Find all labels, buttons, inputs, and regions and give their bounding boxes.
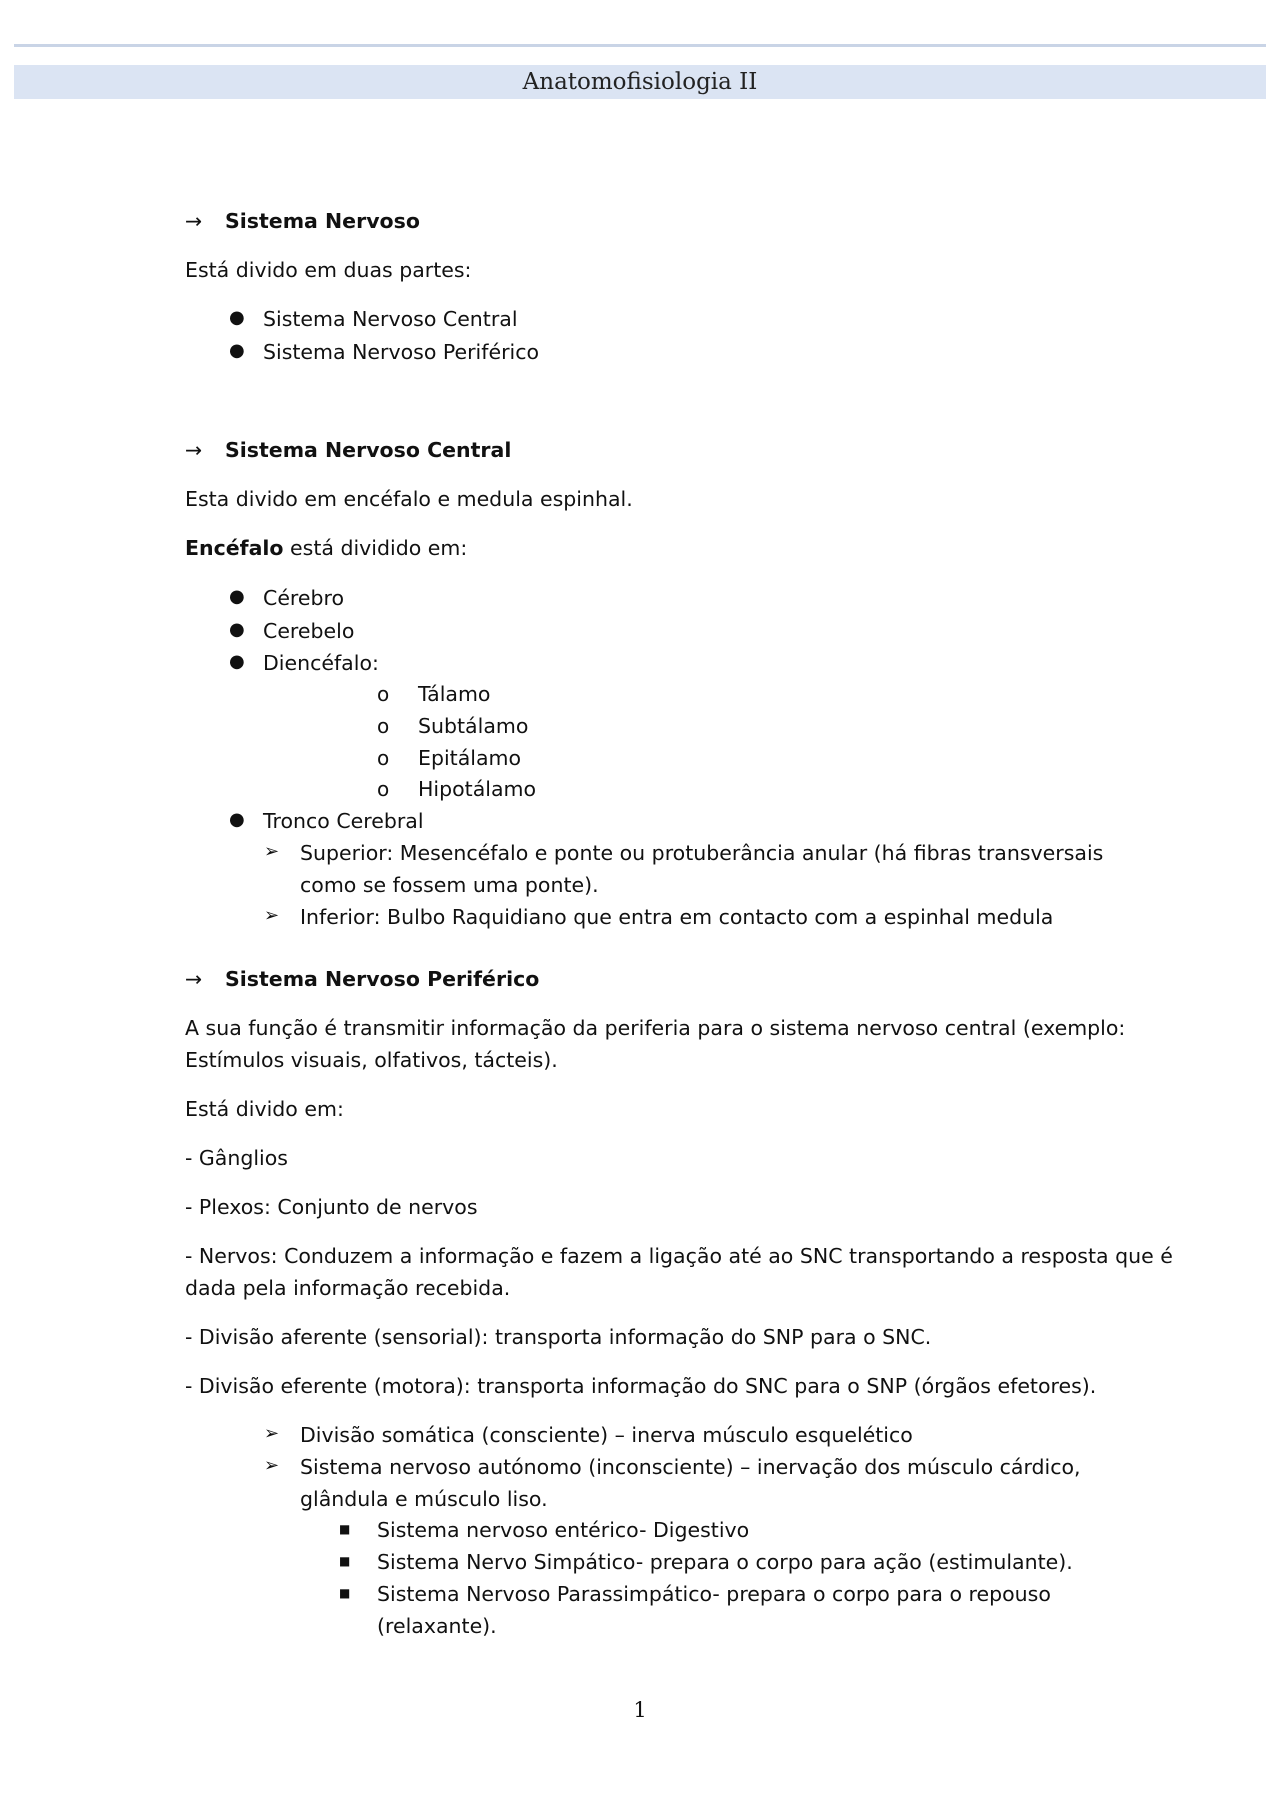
dash-item: - Nervos: Conduzem a informação e fazem a ligação até ao SNC transportando a resposta que é (185, 1244, 1173, 1268)
sub-list-item: Sistema nervoso autónomo (inconsciente) – inervação dos músculo cárdico, (300, 1455, 1081, 1479)
paragraph: Esta divido em encéfalo e medula espinhal. (185, 487, 633, 511)
section-heading-snc: → Sistema Nervoso Central (185, 438, 512, 462)
list-item: Cerebelo (263, 619, 355, 643)
paragraph: Está divido em duas partes: (185, 258, 472, 282)
square-bullet-icon: ■ (339, 1554, 351, 1568)
dash-item: - Divisão aferente (sensorial): transporta informação do SNP para o SNC. (185, 1325, 932, 1349)
arrow-icon: → (185, 438, 203, 462)
sub-list-item: Hipotálamo (418, 777, 537, 801)
bold-term: Encéfalo (185, 536, 284, 560)
square-bullet-icon: ■ (339, 1586, 351, 1600)
arrowhead-bullet-icon: ➢ (264, 1455, 280, 1476)
sub-sub-list-item-continuation: (relaxante). (377, 1614, 497, 1638)
bullet-icon: ● (229, 809, 245, 830)
arrow-icon: → (185, 967, 203, 991)
sub-list-item: Subtálamo (418, 714, 529, 738)
list-item: Cérebro (263, 586, 345, 610)
bullet-icon: ● (229, 651, 245, 672)
bullet-icon: ● (229, 307, 245, 328)
list-item: Diencéfalo: (263, 651, 379, 675)
section-heading-snp: → Sistema Nervoso Periférico (185, 967, 540, 991)
circle-bullet-icon: o (377, 682, 390, 706)
dash-item: - Gânglios (185, 1146, 288, 1170)
circle-bullet-icon: o (377, 777, 390, 801)
paragraph: Está divido em: (185, 1097, 344, 1121)
sub-list-item: Inferior: Bulbo Raquidiano que entra em contacto com a espinhal medula (300, 905, 1054, 929)
paragraph: A sua função é transmitir informação da periferia para o sistema nervoso central (exemplo: (185, 1016, 1126, 1040)
arrow-icon: → (185, 209, 203, 233)
section-heading-sistema-nervoso: → Sistema Nervoso (185, 209, 420, 233)
dash-item: - Plexos: Conjunto de nervos (185, 1195, 478, 1219)
sub-list-item: Tálamo (418, 682, 491, 706)
list-item: Tronco Cerebral (263, 809, 424, 833)
bullet-icon: ● (229, 586, 245, 607)
sub-list-item-continuation: glândula e músculo liso. (300, 1487, 548, 1511)
top-rule (14, 44, 1266, 47)
circle-bullet-icon: o (377, 714, 390, 738)
paragraph: Encéfalo está dividido em: (185, 536, 468, 560)
page-title: Anatomofisiologia II (522, 69, 758, 95)
sub-list-item: Epitálamo (418, 746, 522, 770)
square-bullet-icon: ■ (339, 1522, 351, 1536)
sub-sub-list-item: Sistema Nervo Simpático- prepara o corpo para ação (estimulante). (377, 1550, 1073, 1574)
sub-sub-list-item: Sistema nervoso entérico- Digestivo (377, 1518, 750, 1542)
list-item: Sistema Nervoso Periférico (263, 340, 540, 364)
arrowhead-bullet-icon: ➢ (264, 1423, 280, 1444)
arrowhead-bullet-icon: ➢ (264, 905, 280, 926)
sub-sub-list-item: Sistema Nervoso Parassimpático- prepara o corpo para o repouso (377, 1582, 1051, 1606)
sub-list-item: Superior: Mesencéfalo e ponte ou protuberância anular (há fibras transversais (300, 841, 1104, 865)
dash-item-continuation: dada pela informação recebida. (185, 1276, 511, 1300)
sub-list-item: Divisão somática (consciente) – inerva músculo esquelético (300, 1423, 913, 1447)
list-item: Sistema Nervoso Central (263, 307, 518, 331)
arrowhead-bullet-icon: ➢ (264, 841, 280, 862)
bullet-icon: ● (229, 619, 245, 640)
paragraph-continuation: Estímulos visuais, olfativos, tácteis). (185, 1048, 558, 1072)
page-number: 1 (633, 1698, 647, 1722)
sub-list-item-continuation: como se fossem uma ponte). (300, 873, 599, 897)
dash-item: - Divisão eferente (motora): transporta informação do SNC para o SNP (órgãos efetores). (185, 1374, 1097, 1398)
bullet-icon: ● (229, 340, 245, 361)
circle-bullet-icon: o (377, 746, 390, 770)
